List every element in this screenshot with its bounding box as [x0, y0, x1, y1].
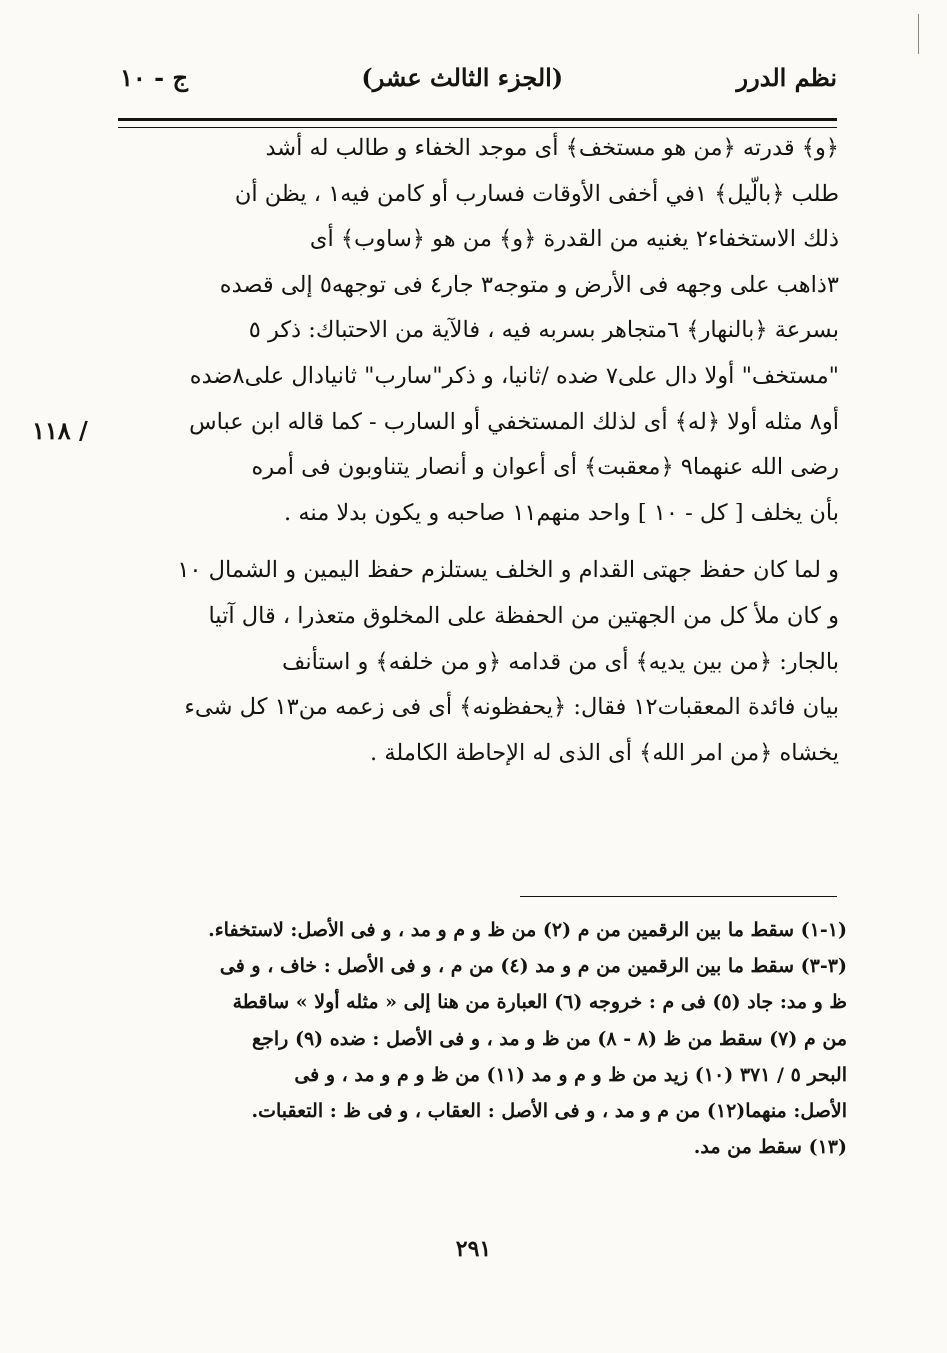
text-line: بالجار: ﴿من بين يديه﴾ أى من قدامه ﴿و من خلفه﴾ و استأنف [282, 648, 839, 675]
footnote-line: (١-١) سقط ما بين الرقمين من م (٢) من ظ و م و مد ، و فى الأصل: لاستخفاء. [208, 919, 847, 941]
footnote-line: ظ و مد: جاد (٥) فى م : خروجه (٦) العبارة من هنا إلى « مثله أولا » ساقطة [232, 991, 847, 1014]
paragraph-1 [160, 126, 839, 536]
footnote-rule [520, 896, 837, 897]
text-line: ﴿و﴾ قدرته ﴿من هو مستخف﴾ أى موجد الخفاء و طالب له أشد [265, 135, 839, 161]
main-text [160, 126, 839, 776]
paragraph-2 [160, 548, 839, 776]
text-line: بأن يخلف [ كل - ١٠ ] واحد منهم١١ صاحبه و يكون بدلا منه . [284, 499, 839, 526]
text-line: طلب ﴿بالّيل﴾ ١في أخفى الأوقات فسارب أو كامن فيه١ ، يظن أن [234, 180, 839, 207]
text-line: ٣ذاهب على وجهه فى الأرض و متوجه٣ جار٤ فى توجهه٥ إلى قصده [219, 271, 839, 298]
text-line: "مستخف" أولا دال على٧ ضده /ثانيا، و ذكر"سارب" ثانيادال على٨ضده [189, 362, 839, 389]
text-line: و كان ملأ كل من الجهتين من الحفظة على المخلوق متعذرا ، قال آتيا [208, 602, 839, 629]
book-title: نظم الدرر [736, 62, 837, 92]
footnote-line: من م (٧) سقط من ظ (٨ - ٨) من ظ و مد ، و فى الأصل : ضده (٩) راجع [252, 1027, 847, 1050]
margin-page-reference: ١١٨ / [32, 416, 88, 445]
footnote-line: (١٣) سقط من مد. [693, 1136, 847, 1159]
text-line: و لما كان حفظ جهتى القدام و الخلف يستلزم حفظ اليمين و الشمال ١٠ [177, 557, 839, 584]
footnote-line: (٣-٣) سقط ما بين الرقمين من م و مد (٤) من م ، و فى الأصل : خاف ، و فى [219, 955, 847, 978]
text-line: بسرعة ﴿بالنهار﴾ ٦متجاهر بسربه فيه ، فالآية من الاحتباك: ذكر ٥ [248, 317, 839, 344]
volume-label: ج - ١٠ [120, 62, 188, 92]
running-header [120, 52, 837, 102]
footnote-line: الأصل: منهما(١٢) من م و مد ، و فى الأصل : العقاب ، و فى ظ : التعقبات. [251, 1099, 847, 1122]
footnotes [180, 912, 847, 1165]
page-number: ٢٩١ [455, 1236, 492, 1262]
text-line: رضى الله عنهما٩ ﴿معقبت﴾ أى أعوان و أنصار يتناوبون فى أمره [251, 454, 839, 481]
text-line: بيان فائدة المعقبات١٢ فقال: ﴿يحفظونه﴾ أى فى زعمه من١٣ كل شىء [184, 694, 839, 721]
part-label: (الجزء الثالث عشر) [361, 62, 564, 92]
text-line: يخشاه ﴿من امر الله﴾ أى الذى له الإحاطة الكاملة . [370, 739, 839, 766]
scan-edge-mark [918, 14, 919, 54]
footnote-line: البحر ٥ / ٣٧١ (١٠) زيد من ظ و م و مد (١١) من ظ و م و مد ، و فى [294, 1063, 847, 1086]
text-line: أو٨ مثله أولا ﴿له﴾ أى لذلك المستخفي أو السارب - كما قاله ابن عباس [189, 408, 839, 435]
text-line: ذلك الاستخفاء٢ يغنيه من القدرة ﴿و﴾ من هو ﴿ساوب﴾ أى [309, 226, 839, 253]
